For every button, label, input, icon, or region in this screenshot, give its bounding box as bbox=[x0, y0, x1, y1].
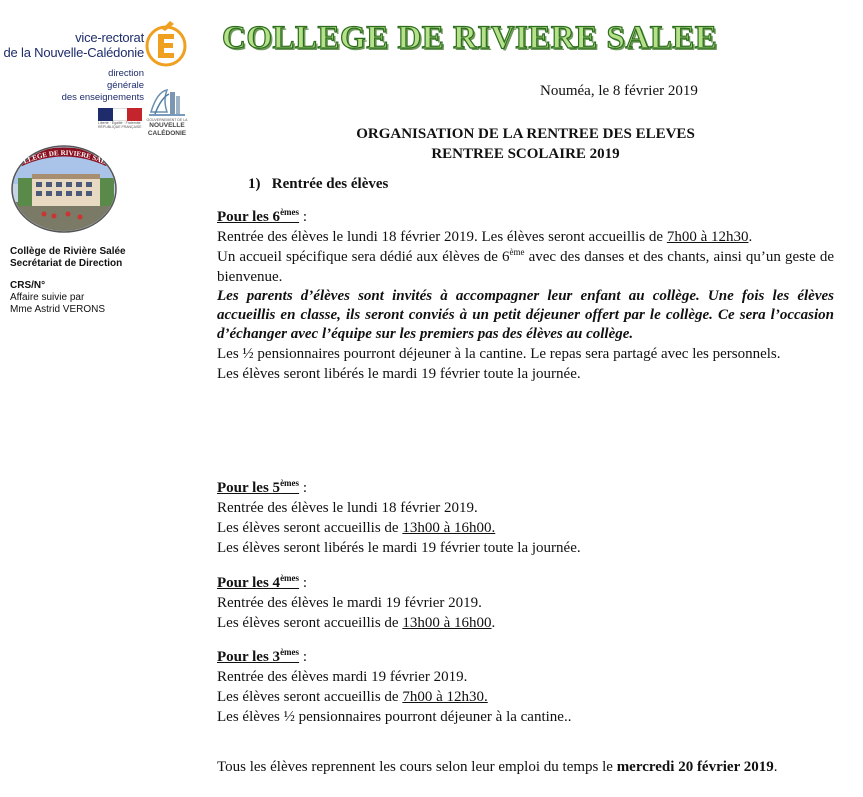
closing-paragraph: Tous les élèves reprennent les cours selon leur emploi du temps le mercredi 20 février 2019. bbox=[217, 759, 778, 775]
grade5-line3: Les élèves seront libérés le mardi 19 février toute la journée. bbox=[217, 540, 581, 556]
section1-title: Rentrée des élèves bbox=[271, 176, 389, 192]
closing-date: mercredi 20 février 2019 bbox=[616, 759, 774, 775]
grade5-line2: Les élèves seront accueillis de 13h00 à 16h00. bbox=[217, 520, 496, 536]
sidebar-department: Secrétariat de Direction bbox=[10, 258, 123, 269]
grade5-line1: Rentrée des élèves le lundi 18 février 2019. bbox=[217, 500, 478, 516]
grade6-paragraph1: Rentrée des élèves le lundi 18 février 2019. Les élèves seront accueillis de 7h00 à 12h30. bbox=[217, 229, 753, 245]
vice-rectorat-line1: vice-rectorat bbox=[75, 30, 144, 45]
direction-line1: direction bbox=[108, 68, 144, 79]
closing-text: Tous les élèves reprennent les cours selon leur emploi du temps le bbox=[217, 759, 617, 775]
section1-heading bbox=[248, 176, 388, 193]
grade6-paragraph2: Un accueil spécifique sera dédié aux élèves de 6ème avec des danses et des chants, ainsi qu’un geste de bienvenue. bbox=[217, 247, 834, 285]
body-grade5 bbox=[217, 478, 834, 558]
direction-line3: des enseignements bbox=[61, 92, 144, 103]
date-line: Nouméa, le 8 février 2019 bbox=[540, 83, 698, 99]
document-title bbox=[217, 124, 834, 164]
vice-rectorat-logo bbox=[3, 8, 188, 138]
grade6-paragraph4: Les ½ pensionnaires pourront déjeuner à la cantine. Le repas sera partagé avec les personnels. bbox=[217, 346, 781, 362]
nc-label-3: CALÉDONIE bbox=[147, 130, 187, 137]
grade5-heading: Pour les 5èmes : bbox=[217, 478, 307, 496]
republic-name: RÉPUBLIQUE FRANÇAISE bbox=[98, 125, 142, 129]
sidebar-followed-by: Affaire suivie par bbox=[10, 292, 85, 303]
nouvelle-caledonie-logo bbox=[146, 86, 188, 138]
french-flag-icon bbox=[98, 108, 142, 121]
section1-number: 1) bbox=[248, 176, 261, 192]
sidebar-school-name: Collège de Rivière Salée bbox=[10, 246, 126, 257]
grade4-line2: Les élèves seront accueillis de 13h00 à 16h00. bbox=[217, 615, 496, 631]
school-building-image bbox=[10, 144, 118, 234]
body-grade4 bbox=[217, 573, 834, 633]
document-title-line2: RENTREE SCOLAIRE 2019 bbox=[431, 146, 620, 162]
nc-label-1: GOUVERNEMENT DE LA bbox=[146, 118, 188, 122]
direction-line2: générale bbox=[107, 80, 144, 91]
nc-label-2: NOUVELLE bbox=[149, 122, 185, 129]
grade3-line1: Rentrée des élèves mardi 19 février 2019. bbox=[217, 669, 468, 685]
school-title: COLLEGE DE RIVIERE SALEE bbox=[222, 20, 718, 56]
grade6-paragraph5: Les élèves seront libérés le mardi 19 février toute la journée. bbox=[217, 366, 581, 382]
republic-francaise-logo bbox=[98, 108, 144, 129]
sidebar-reference: CRS/N° bbox=[10, 280, 46, 291]
document-title-line1: ORGANISATION DE LA RENTREE DES ELEVES bbox=[356, 126, 695, 142]
sidebar-person: Mme Astrid VERONS bbox=[10, 304, 106, 315]
grade3-line2: Les élèves seront accueillis de 7h00 à 12h30. bbox=[217, 689, 488, 705]
school-logo bbox=[10, 144, 118, 234]
grade6-heading: Pour les 6èmes : bbox=[217, 207, 307, 225]
school-logo-banner-text: LLEGE DE RIVIERE SAL bbox=[22, 148, 107, 167]
sidebar-info bbox=[10, 246, 200, 316]
grade4-heading: Pour les 4èmes : bbox=[217, 573, 307, 591]
nc-emblem-icon bbox=[147, 86, 187, 118]
vice-rectorat-line2: de la Nouvelle-Calédonie bbox=[3, 45, 144, 60]
body-grade6 bbox=[217, 207, 834, 384]
grade6-parents-paragraph: Les parents d’élèves sont invités à accompagner leur enfant au collège. Une fois les élèves accueillis en classe, ils seront conviés à un petit déjeuner offert par le collège. Ce sera l’occasion d’échanger avec l’équipe sur les premiers pas des élèves au collège. bbox=[217, 288, 834, 342]
republic-motto: Liberté · Égalité · Fraternité bbox=[98, 121, 141, 125]
body-grade3 bbox=[217, 647, 834, 727]
grade3-line3: Les élèves ½ pensionnaires pourront déjeuner à la cantine.. bbox=[217, 709, 572, 725]
grade4-line1: Rentrée des élèves le mardi 19 février 2019. bbox=[217, 595, 482, 611]
grade3-heading: Pour les 3èmes : bbox=[217, 647, 307, 665]
e-accent-logo-icon bbox=[144, 8, 188, 72]
